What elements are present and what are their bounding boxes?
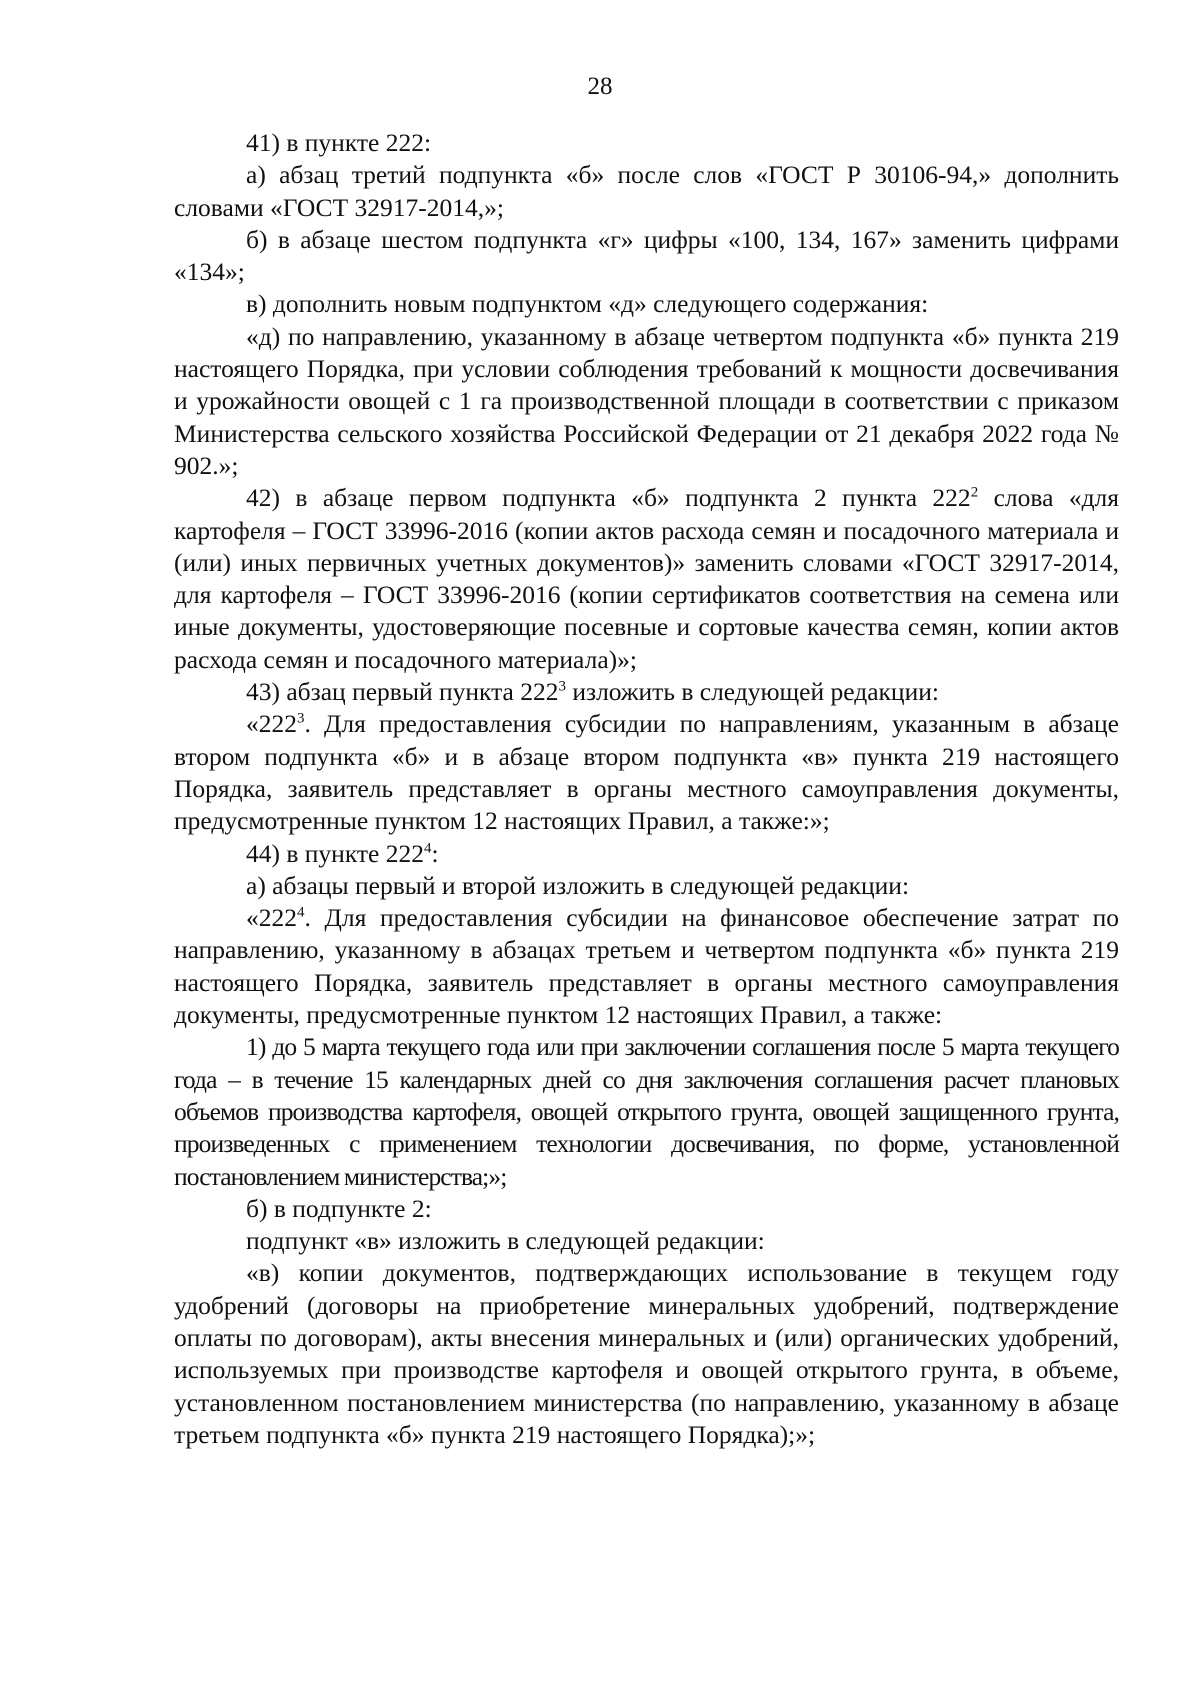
paragraph-44-content-before: «222 <box>246 903 297 933</box>
paragraph-41a: а) абзац третий подпункта «б» после слов «ГОСТ Р 30106-94,» дополнить словами «ГОСТ 32917-2014,»; <box>174 160 1119 222</box>
paragraph-43-content <box>174 708 1119 837</box>
paragraph-43-before: 43) абзац первый пункта 222 <box>246 677 559 707</box>
paragraph-43-content-after: . Для предоставления субсидии по направлениям, указанным в абзаце втором подпункта «б» и в абзаце втором подпункта «в» пункта 219 настоящего Порядка, заявитель представляет в органы местного самоуправления документы, предусмотренные пунктом 12 настоящих Правил, а также:»; <box>174 709 1119 836</box>
paragraph-42-after: слова «для картофеля – ГОСТ 33996-2016 (копии актов расхода семян и посадочного материала и (или) иных первичных учетных документов)» заменить словами «ГОСТ 32917-2014, для картофеля – ГОСТ 33996-2016 (копии сертификатов соответствия на семена или иные документы, удостоверяющие посевные и сортовые качества семян, копии актов расхода семян и посадочного материала)»; <box>174 483 1119 674</box>
paragraph-41v: в) дополнить новым подпунктом «д» следующего содержания: <box>246 289 929 319</box>
paragraph-44-superscript: 4 <box>423 840 432 857</box>
document-body <box>174 127 1119 1451</box>
paragraph-44-content-superscript: 4 <box>297 904 305 921</box>
paragraph-43-content-before: «222 <box>246 709 297 739</box>
paragraph-41: 41) в пункте 222: <box>246 128 432 157</box>
paragraph-44-before: 44) в пункте 222 <box>246 838 424 868</box>
paragraph-44 <box>174 838 1119 870</box>
paragraph-44-content <box>174 902 1119 1031</box>
paragraph-44b-v-content: «в) копии документов, подтверждающих использование в текущем году удобрений (договоры на приобретение минеральных удобрений, подтверждение оплаты по договорам), акты внесения минеральных и (или) органических удобрений, используемых при производстве картофеля и овощей открытого грунта, в объеме, установленном постановлением министерства (по направлению, указанному в абзаце третьем подпункта «б» пункта 219 настоящего Порядка);»; <box>174 1258 1119 1449</box>
paragraph-41d-content: «д) по направлению, указанному в абзаце четвертом подпункта «б» пункта 219 настоящего Порядка, при условии соблюдения требований к мощности досвечивания и урожайности овощей с 1 га производственной площади в соответствии с приказом Министерства сельского хозяйства Российской Федерации от 21 декабря 2022 года № 902.»; <box>174 321 1119 480</box>
paragraph-43 <box>174 676 1119 708</box>
paragraph-44a: а) абзацы первый и второй изложить в следующей редакции: <box>246 870 910 900</box>
paragraph-42 <box>174 482 1119 676</box>
paragraph-41b: б) в абзаце шестом подпункта «г» цифры «100, 134, 167» заменить цифрами «134»; <box>174 224 1119 287</box>
paragraph-42-superscript: 2 <box>970 484 979 501</box>
paragraph-44-content-after: . Для предоставления субсидии на финансовое обеспечение затрат по направлению, указанному в абзацах третьем и четвертом подпункта «б» пункта 219 настоящего Порядка, заявитель представляет в органы местного самоуправления документы, предусмотренные пунктом 12 настоящих Правил, а также: <box>174 903 1119 1030</box>
paragraph-43-content-superscript: 3 <box>297 710 305 727</box>
paragraph-44-after: : <box>431 838 439 868</box>
page-number: 28 <box>587 73 613 100</box>
paragraph-42-before: 42) в абзаце первом подпункта «б» подпункта 2 пункта 222 <box>246 483 971 513</box>
paragraph-43-after: изложить в следующей редакции: <box>565 677 939 707</box>
paragraph-43-superscript: 3 <box>558 678 566 695</box>
paragraph-44b: б) в подпункте 2: <box>246 1193 432 1223</box>
paragraph-44-item-1: 1) до 5 марта текущего года или при заключении соглашения после 5 марта текущего года – в течение 15 календарных дней со дня заключения соглашения расчет плановых объемов производства картофеля, овощей открытого грунта, овощей защищенного грунта, произведенных с применением технологии досвечивания, по форме, установленной постановлением министерства;»; <box>174 1032 1119 1191</box>
paragraph-44b-intro: подпункт «в» изложить в следующей редакции: <box>246 1226 765 1256</box>
